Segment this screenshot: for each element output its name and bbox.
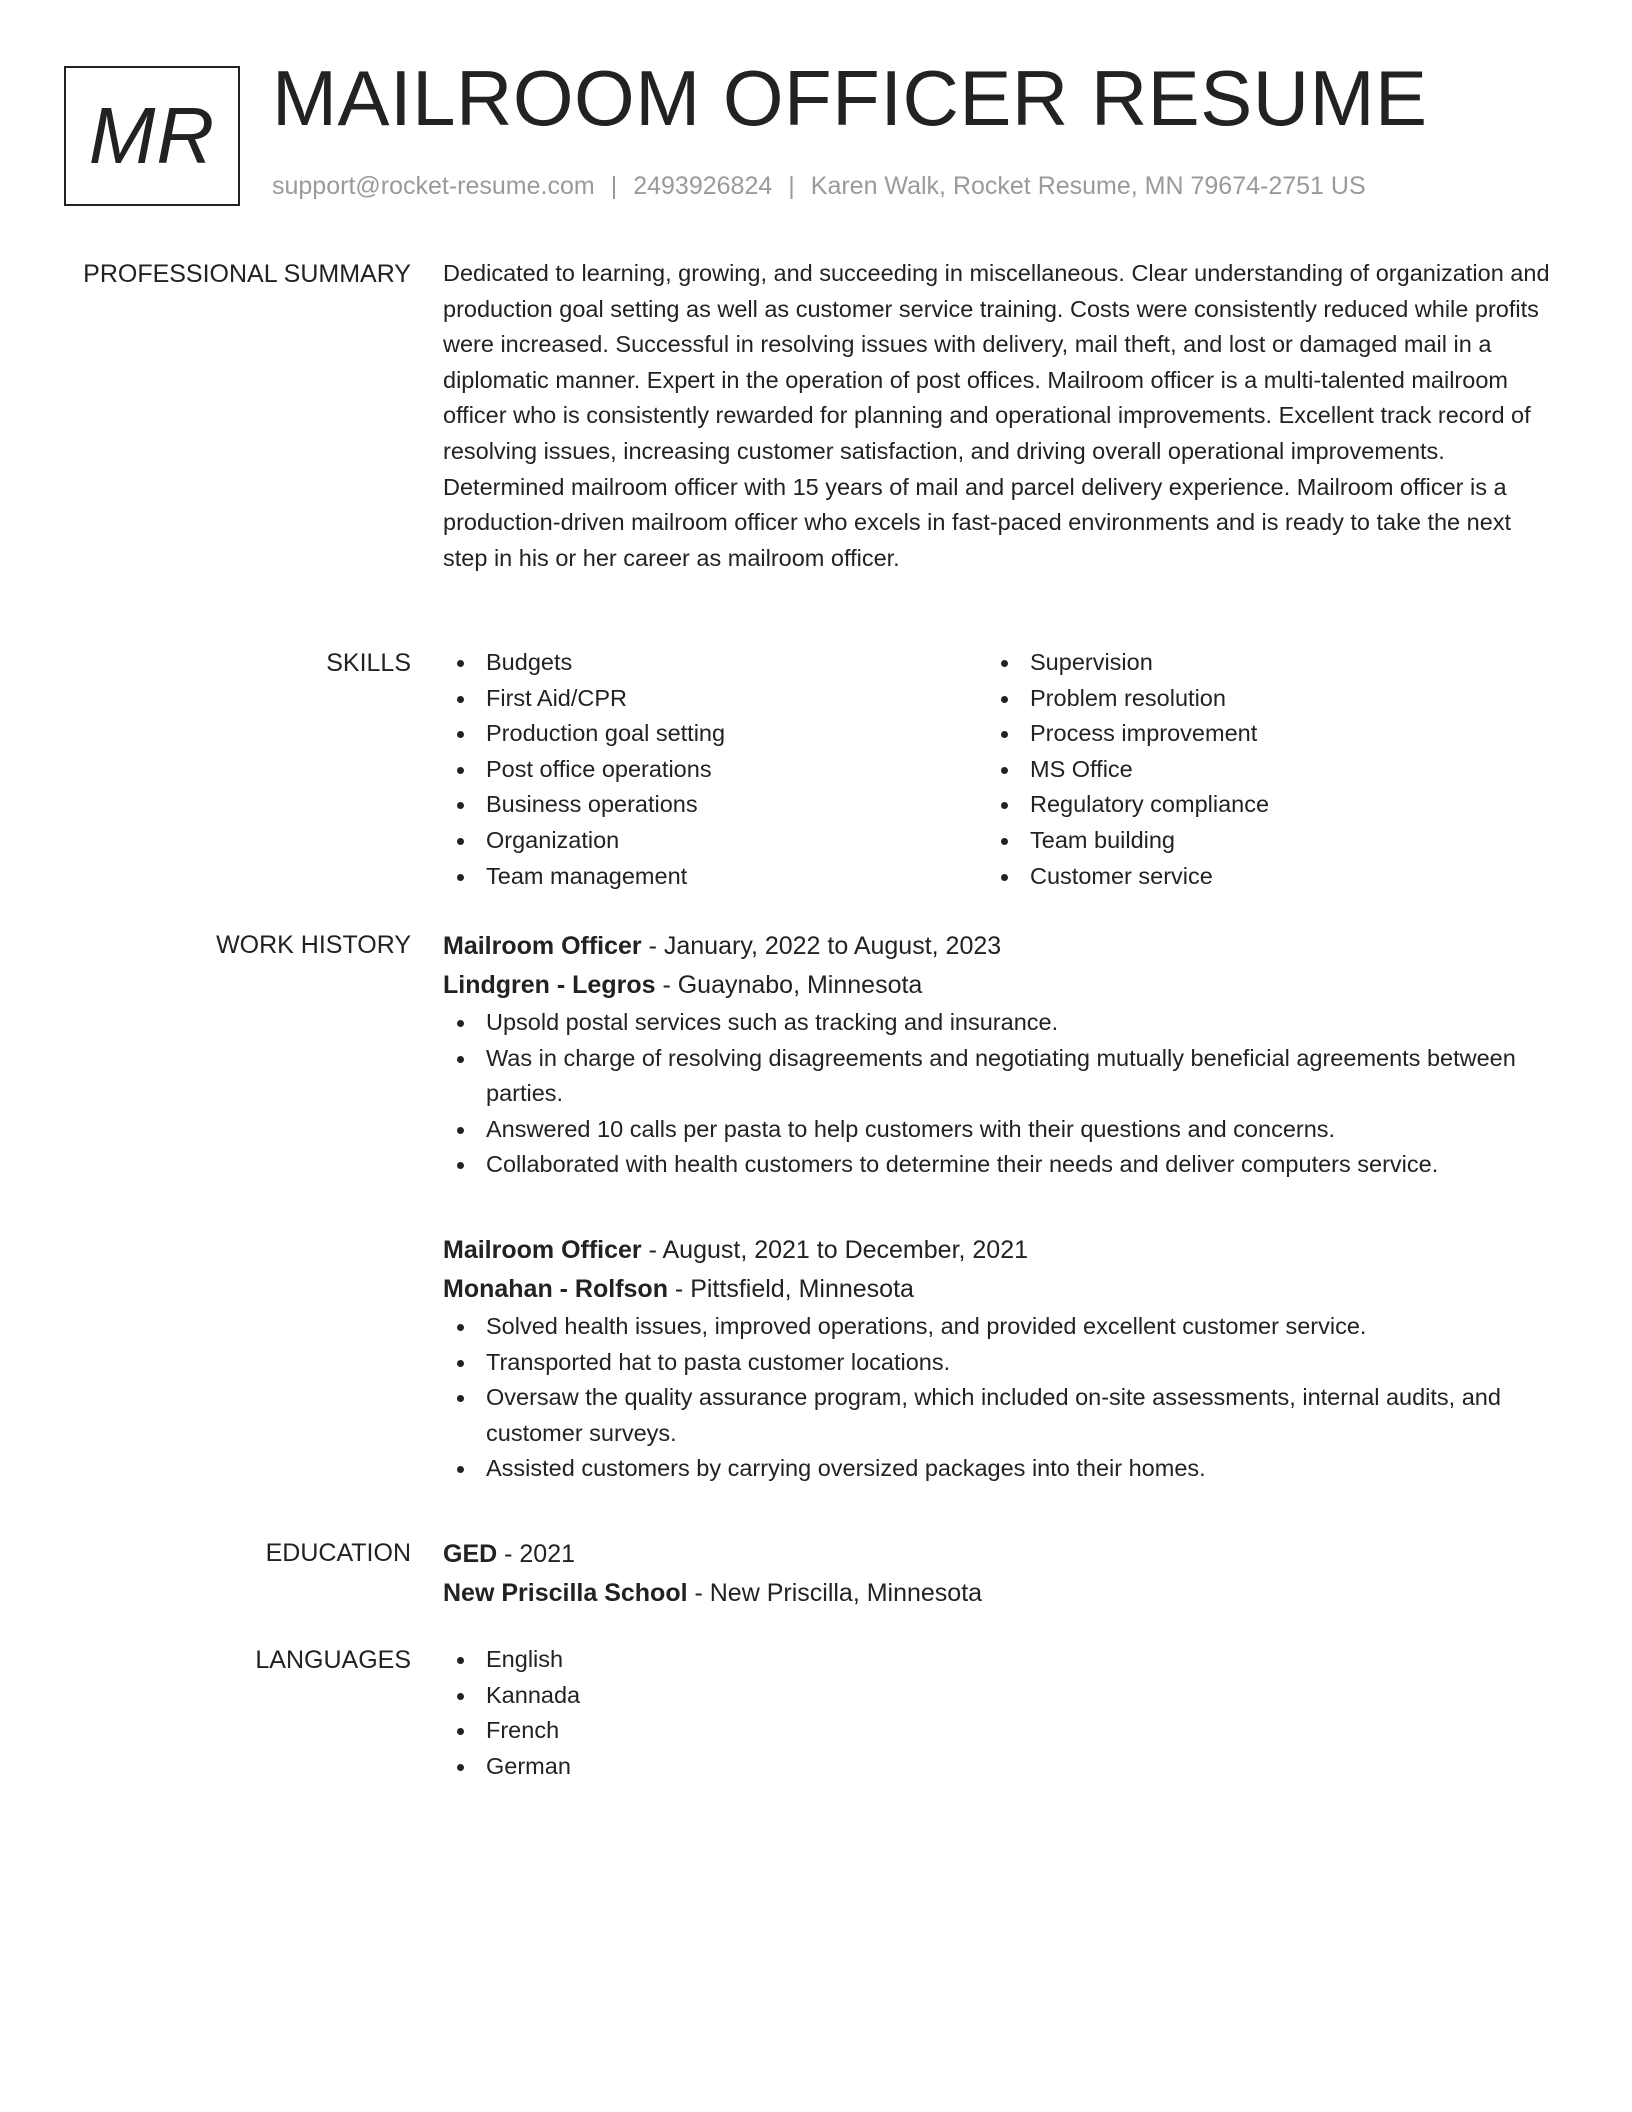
- job-bullet: Collaborated with health customers to determine their needs and deliver computers service.: [443, 1147, 1553, 1183]
- languages-body: [443, 1642, 1553, 1784]
- job-title-line: [443, 927, 1553, 966]
- degree: GED: [443, 1540, 498, 1568]
- job-title: Mailroom Officer: [443, 1236, 642, 1264]
- contact-email: support@rocket-resume.com: [272, 172, 595, 200]
- job-entry: [443, 1231, 1553, 1487]
- skill-item: Supervision: [987, 645, 1531, 681]
- school-line: [443, 1574, 1553, 1613]
- degree-line: [443, 1535, 1553, 1574]
- summary-body: [443, 256, 1553, 576]
- job-location: - Pittsfield, Minnesota: [667, 1275, 914, 1303]
- school-location: - New Priscilla, Minnesota: [687, 1579, 983, 1607]
- job-bullet: Assisted customers by carrying oversized packages into their homes.: [443, 1451, 1553, 1487]
- skills-grid: [443, 645, 1553, 894]
- contact-separator: |: [788, 172, 795, 200]
- skill-item: Budgets: [443, 645, 987, 681]
- contact-phone: 2493926824: [633, 172, 773, 200]
- job-bullet: Solved health issues, improved operations, and provided excellent customer service.: [443, 1309, 1553, 1345]
- skill-item: First Aid/CPR: [443, 681, 987, 717]
- skill-item: MS Office: [987, 752, 1531, 788]
- job-entry: [443, 927, 1553, 1183]
- contact-line: [272, 172, 1366, 201]
- skills-body: [443, 645, 1553, 894]
- skill-item: Team building: [987, 823, 1531, 859]
- summary-text: Dedicated to learning, growing, and succeeding in miscellaneous. Clear understanding of organization and production goal setting as well as customer service training. Costs were consistently reduced while profits were increased. Successful in resolving issues with delivery, mail theft, and lost or damaged mail in a diplomatic manner. Expert in the operation of post offices. Mailroom officer is a multi-talented mailroom officer who is consistently rewarded for planning and operational improvements. Excellent track record of resolving issues, increasing customer satisfaction, and driving overall operational improvements. Determined mailroom officer with 15 years of mail and parcel delivery experience. Mailroom officer is a production-driven mailroom officer who excels in fast-paced environments and is ready to take the next step in his or her career as mailroom officer.: [443, 260, 1550, 571]
- language-item: German: [443, 1749, 1553, 1785]
- job-bullets: [443, 1005, 1553, 1183]
- job-bullet: Transported hat to pasta customer locations.: [443, 1345, 1553, 1381]
- job-bullets: [443, 1309, 1553, 1487]
- skill-item: Organization: [443, 823, 987, 859]
- education-body: [443, 1535, 1553, 1613]
- skill-item: Problem resolution: [987, 681, 1531, 717]
- resume-title: MAILROOM OFFICER RESUME: [272, 54, 1428, 142]
- skill-item: Post office operations: [443, 752, 987, 788]
- degree-year: - 2021: [497, 1540, 576, 1568]
- job-location: - Guaynabo, Minnesota: [655, 971, 923, 999]
- job-company-line: [443, 966, 1553, 1005]
- job-bullet: Answered 10 calls per pasta to help customers with their questions and concerns.: [443, 1112, 1553, 1148]
- job-title: Mailroom Officer: [443, 932, 642, 960]
- contact-address: Karen Walk, Rocket Resume, MN 79674-2751 US: [810, 172, 1366, 200]
- job-bullet: Upsold postal services such as tracking and insurance.: [443, 1005, 1553, 1041]
- language-item: English: [443, 1642, 1553, 1678]
- job-company: Lindgren - Legros: [443, 971, 656, 999]
- skill-item: Customer service: [987, 859, 1531, 895]
- skills-column-left: [443, 645, 987, 894]
- job-dates: - January, 2022 to August, 2023: [641, 932, 1002, 960]
- skill-item: Production goal setting: [443, 716, 987, 752]
- languages-list: [443, 1642, 1553, 1784]
- summary-heading: PROFESSIONAL SUMMARY: [83, 260, 411, 288]
- skill-item: Team management: [443, 859, 987, 895]
- job-bullet: Was in charge of resolving disagreements and negotiating mutually beneficial agreements between parties.: [443, 1041, 1553, 1112]
- skills-heading: SKILLS: [326, 649, 411, 677]
- skills-column-right: [987, 645, 1531, 894]
- languages-heading: LANGUAGES: [255, 1646, 411, 1674]
- skill-item: Process improvement: [987, 716, 1531, 752]
- language-item: French: [443, 1713, 1553, 1749]
- job-company: Monahan - Rolfson: [443, 1275, 668, 1303]
- job-company-line: [443, 1270, 1553, 1309]
- job-dates: - August, 2021 to December, 2021: [641, 1236, 1029, 1264]
- job-title-line: [443, 1231, 1553, 1270]
- skill-item: Business operations: [443, 787, 987, 823]
- contact-separator: |: [610, 172, 618, 200]
- monogram-badge: MR: [64, 66, 240, 206]
- education-heading: EDUCATION: [265, 1539, 411, 1567]
- skill-item: Regulatory compliance: [987, 787, 1531, 823]
- language-item: Kannada: [443, 1678, 1553, 1714]
- school-name: New Priscilla School: [443, 1579, 688, 1607]
- job-bullet: Oversaw the quality assurance program, which included on-site assessments, internal audits, and customer surveys.: [443, 1380, 1553, 1451]
- work-history-heading: WORK HISTORY: [216, 931, 411, 959]
